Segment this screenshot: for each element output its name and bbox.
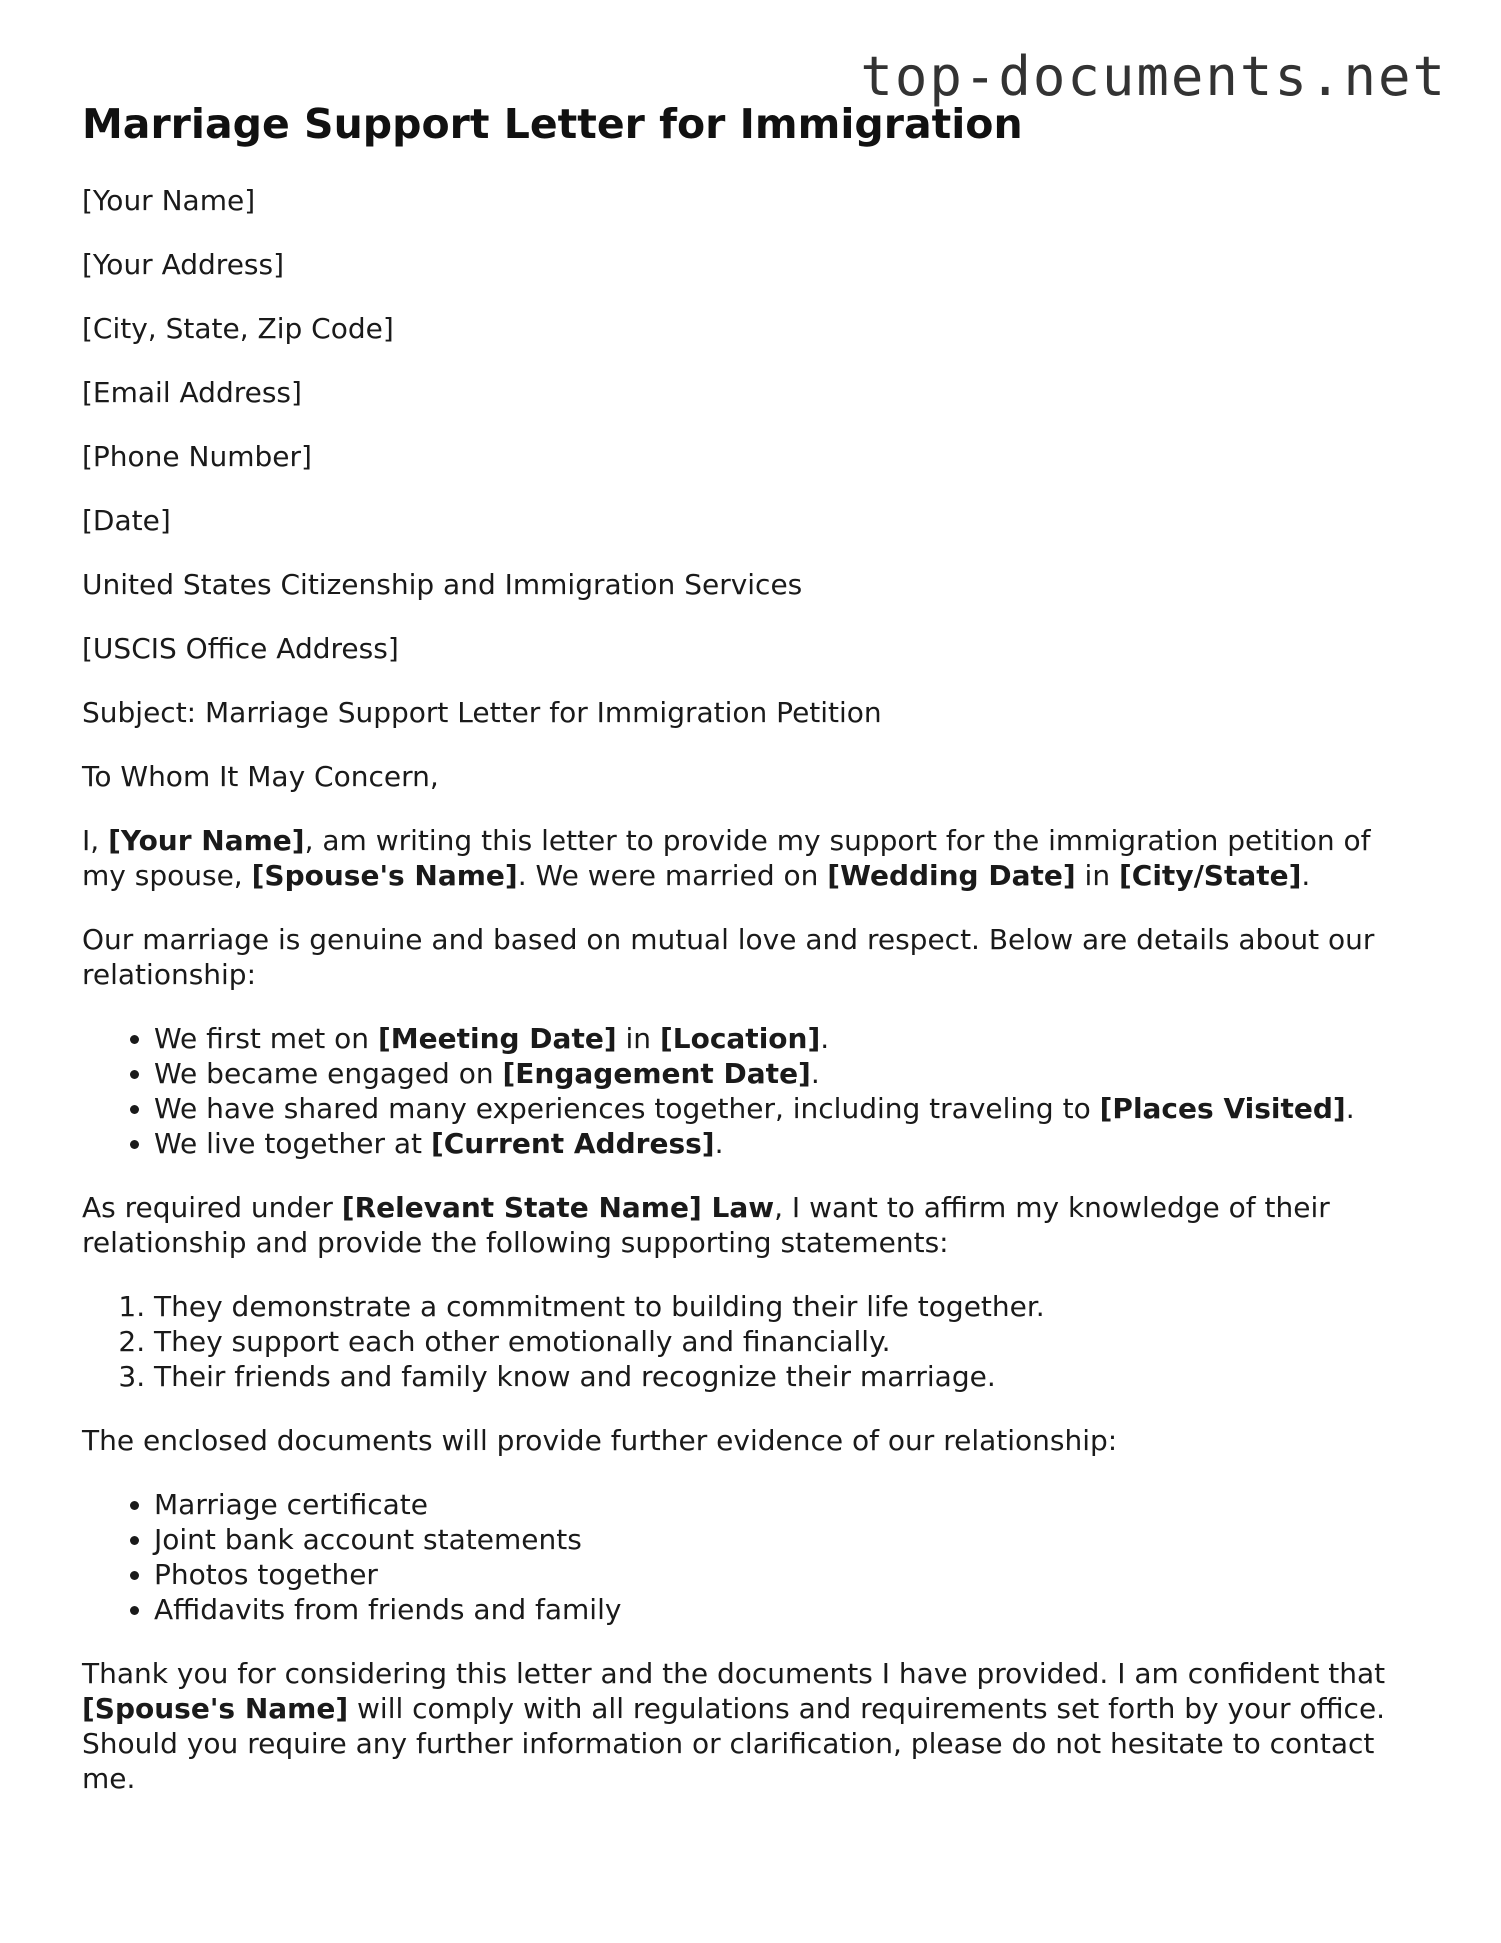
supporting-statements-list xyxy=(82,1289,1422,1394)
list-item: 2. They support each other emotionally and financially. xyxy=(154,1324,1422,1359)
item-text: We have shared many experiences together, including traveling to xyxy=(154,1092,1100,1126)
recipient-agency: United States Citizenship and Immigration Services xyxy=(82,568,803,602)
meeting-date: [Meeting Date] xyxy=(377,1022,617,1056)
list-item xyxy=(154,1126,1422,1161)
intro-paragraph xyxy=(82,823,1422,893)
relationship-intro: Our marriage is genuine and based on mutual love and respect. Below are details about our relationship: xyxy=(82,923,1375,992)
intro-wedding-date: [Wedding Date] xyxy=(827,859,1076,893)
item-text: in xyxy=(616,1022,660,1056)
sender-address: [Your Address] xyxy=(82,248,285,282)
sender-email: [Email Address] xyxy=(82,376,302,410)
intro-text-1: I, xyxy=(82,824,109,858)
engagement-date: [Engagement Date] xyxy=(502,1057,811,1091)
meeting-location: [Location] xyxy=(659,1022,821,1056)
list-item: • Affidavits from friends and family xyxy=(154,1592,1422,1627)
law-paragraph xyxy=(82,1190,1422,1260)
salutation: To Whom It May Concern, xyxy=(82,760,439,794)
letter-date: [Date] xyxy=(82,504,171,538)
intro-text-2: , am writing this letter to provide my support for the immigration petition of my spouse, xyxy=(82,824,1371,893)
documents-intro: The enclosed documents will provide further evidence of our relationship: xyxy=(82,1424,1118,1458)
relationship-list xyxy=(82,1021,1422,1161)
item-text: . xyxy=(820,1022,830,1056)
relevant-state-law: [Relevant State Name] Law xyxy=(341,1191,775,1225)
places-visited: [Places Visited] xyxy=(1099,1092,1346,1126)
list-item: • Marriage certificate xyxy=(154,1487,1422,1522)
closing-spouse-name: [Spouse's Name] xyxy=(82,1692,349,1726)
item-text: . xyxy=(1345,1092,1355,1126)
recipient-office-address: [USCIS Office Address] xyxy=(82,632,399,666)
list-item xyxy=(154,1056,1422,1091)
page-title: Marriage Support Letter for Immigration xyxy=(82,100,1023,148)
list-item: 3. Their friends and family know and recognize their marriage. xyxy=(154,1359,1422,1394)
list-item: • Photos together xyxy=(154,1557,1422,1592)
item-text: We live together at xyxy=(154,1127,431,1161)
intro-text-5: . xyxy=(1301,859,1311,893)
intro-text-4: in xyxy=(1075,859,1119,893)
list-item: 1. They demonstrate a commitment to building their life together. xyxy=(154,1289,1422,1324)
closing-text-2: will comply with all regulations and requirements set forth by your office. Should you require any further information or clarification, please do not hesitate to contact me. xyxy=(82,1692,1386,1796)
item-text: . xyxy=(714,1127,724,1161)
enclosed-documents-list xyxy=(82,1487,1422,1627)
sender-name: [Your Name] xyxy=(82,184,256,218)
site-watermark: top-documents.net xyxy=(860,45,1447,108)
intro-your-name: [Your Name] xyxy=(108,824,305,858)
sender-phone: [Phone Number] xyxy=(82,440,312,474)
letter-document xyxy=(82,100,1422,1825)
current-address: [Current Address] xyxy=(430,1127,715,1161)
law-text-1: As required under xyxy=(82,1191,342,1225)
list-item: • Joint bank account statements xyxy=(154,1522,1422,1557)
intro-spouse-name: [Spouse's Name] xyxy=(251,859,518,893)
list-item xyxy=(154,1091,1422,1126)
intro-text-3: . We were married on xyxy=(517,859,828,893)
subject-line: Subject: Marriage Support Letter for Immigration Petition xyxy=(82,696,882,730)
closing-paragraph xyxy=(82,1656,1422,1796)
law-text-2: , I want to affirm my knowledge of their relationship and provide the following supporting statements: xyxy=(82,1191,1330,1260)
item-text: . xyxy=(810,1057,820,1091)
list-item xyxy=(154,1021,1422,1056)
sender-city-state-zip: [City, State, Zip Code] xyxy=(82,312,394,346)
intro-city-state: [City/State] xyxy=(1118,859,1302,893)
item-text: We became engaged on xyxy=(154,1057,503,1091)
closing-text-1: Thank you for considering this letter and the documents I have provided. I am confident that xyxy=(82,1657,1386,1691)
item-text: We first met on xyxy=(154,1022,378,1056)
